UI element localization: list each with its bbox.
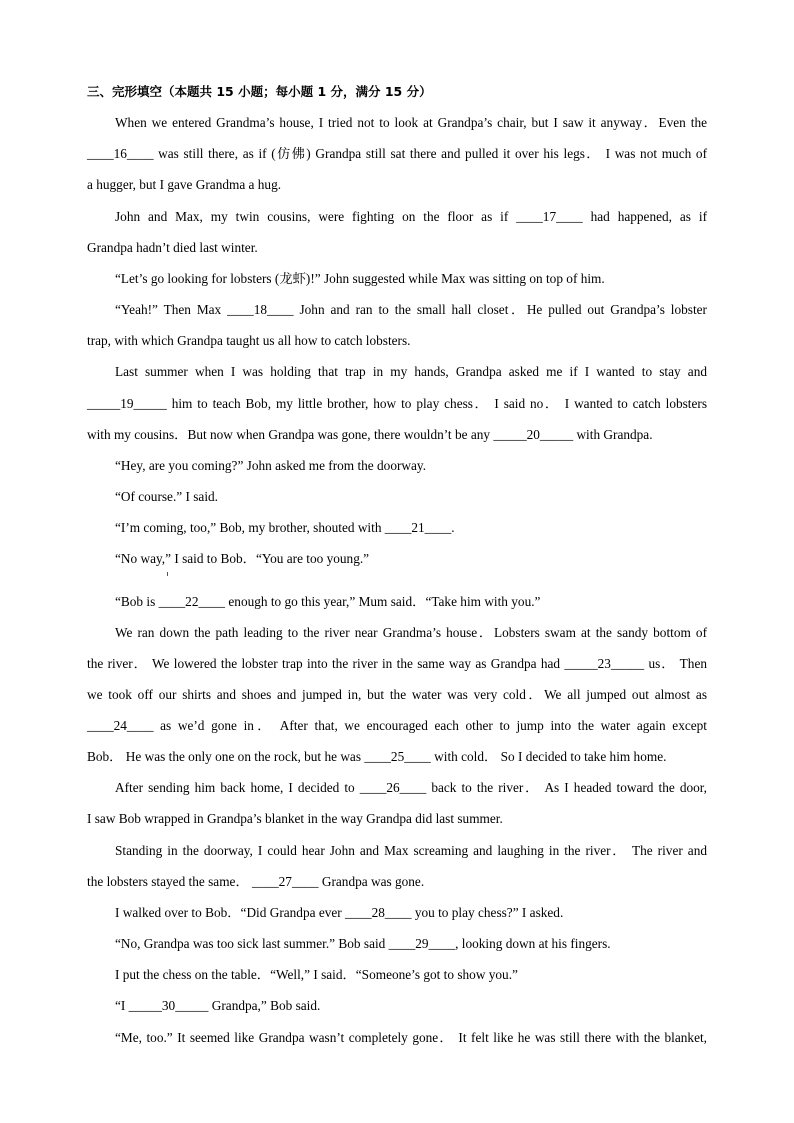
passage-line: we took off our shirts and shoes and jumped in, but the water was very cold．We all jumped out almost as [87,687,707,702]
passage-line: “No way,” I said to Bob．“You are too young.” [115,551,370,566]
passage-line: I walked over to Bob．“Did Grandpa ever ____28____ you to play chess?” I asked. [115,905,564,920]
passage-line: Grandpa hadn’t died last winter. [87,240,258,255]
passage-line: ____16____ was still there, as if (仿佛) Grandpa still sat there and pulled it over his legs． I was not much of [87,146,707,161]
passage-line: After sending him back home, I decided to ____26____ back to the river． As I headed toward the door, [115,780,707,795]
passage-line: “Bob is ____22____ enough to go this year,” Mum said．“Take him with you.” [115,594,541,609]
passage-line: Standing in the doorway, I could hear John and Max screaming and laughing in the river． The river and [115,843,707,858]
passage-line: “Me, too.” It seemed like Grandpa wasn’t completely gone． It felt like he was still there with the blanket, [115,1030,707,1045]
passage-line: a hugger, but I gave Grandma a hug. [87,177,282,192]
passage-line: “Let’s go looking for lobsters (龙虾)!” John suggested while Max was sitting on top of him. [115,271,605,286]
passage-line: trap, with which Grandpa taught us all how to catch lobsters. [87,333,411,348]
passage-line: Last summer when I was holding that trap in my hands, Grandpa asked me if I wanted to stay and [115,364,707,379]
passage-line: When we entered Grandma’s house, I tried not to look at Grandpa’s chair, but I saw it anyway．Even the [115,115,707,130]
passage-line: We ran down the path leading to the river near Grandma’s house．Lobsters swam at the sandy bottom of [115,625,707,640]
passage-line: “I’m coming, too,” Bob, my brother, shouted with ____21____. [115,520,455,535]
section-heading: 三、完形填空（本题共 15 小题；每小题 1 分，满分 15 分） [87,84,432,99]
passage-line: “Of course.” I said. [115,489,219,504]
passage-line: ____24____ as we’d gone in． After that, we encouraged each other to jump into the water again except [87,718,707,733]
passage-line: Bob． He was the only one on the rock, but he was ____25____ with cold． So I decided to take him home. [87,749,667,764]
passage-line: I put the chess on the table．“Well,” I said．“Someone’s got to show you.” [115,967,518,982]
passage-line: with my cousins．But now when Grandpa was gone, there wouldn’t be any _____20_____ with Grandpa. [87,427,653,442]
passage-line: John and Max, my twin cousins, were fighting on the floor as if ____17____ had happened, as if [115,209,707,224]
passage-line: _____19_____ him to teach Bob, my little brother, how to play chess． I said no． I wanted to catch lobsters [87,396,707,411]
stray-mark [167,572,168,576]
passage-line: “No, Grandpa was too sick last summer.” Bob said ____29____, looking down at his fingers. [115,936,611,951]
passage-line: “I _____30_____ Grandpa,” Bob said. [115,998,321,1013]
passage-line: I saw Bob wrapped in Grandpa’s blanket in the way Grandpa did last summer. [87,811,503,826]
passage-line: “Yeah!” Then Max ____18____ John and ran to the small hall closet．He pulled out Grandpa’s lobster [115,302,707,317]
passage-line: the river． We lowered the lobster trap into the river in the same way as Grandpa had _____23_____ us． Then [87,656,707,671]
passage-line: “Hey, are you coming?” John asked me from the doorway. [115,458,427,473]
passage-line: the lobsters stayed the same． ____27____ Grandpa was gone. [87,874,425,889]
